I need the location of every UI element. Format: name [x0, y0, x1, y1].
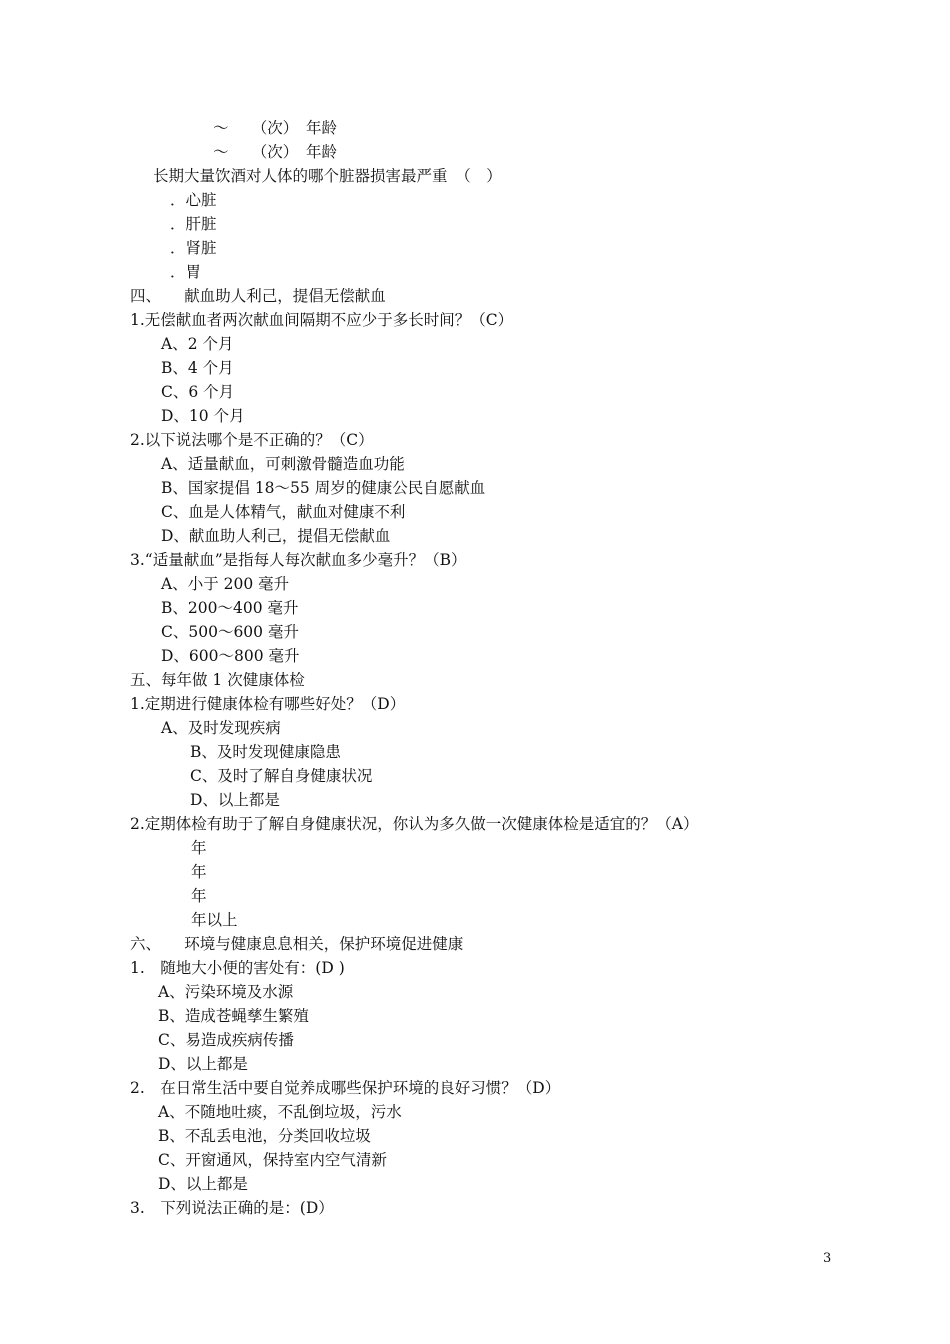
option-text: ．肝脏 — [170, 215, 217, 233]
option-text: B、200～400 毫升 — [161, 599, 299, 617]
option-text: A、2 个月 — [161, 335, 234, 353]
option-text: D、献血助人利己，提倡无偿献血 — [161, 527, 391, 545]
option-text: D、以上都是 — [158, 1175, 248, 1193]
question-text: 长期大量饮酒对人体的哪个脏器损害最严重 （ ） — [153, 167, 502, 185]
question-text: 3. 下列说法正确的是：(D） — [130, 1199, 334, 1217]
question-text: 1.无偿献血者两次献血间隔期不应少于多长时间？（C） — [130, 311, 514, 329]
option-text: ．肾脏 — [170, 239, 217, 257]
page-number: 3 — [823, 1251, 832, 1266]
option-text: B、4 个月 — [161, 359, 234, 377]
option-text: A、小于 200 毫升 — [161, 575, 290, 593]
option-text: 年以上 — [191, 911, 238, 929]
text-line: ～ （次） 年龄 — [213, 119, 338, 137]
option-text: A、及时发现疾病 — [161, 719, 281, 737]
option-text: B、造成苍蝇孳生繁殖 — [158, 1007, 309, 1025]
option-text: D、600～800 毫升 — [161, 647, 300, 665]
option-text: C、6 个月 — [161, 383, 235, 401]
section-heading: 五、每年做 1 次健康体检 — [130, 671, 305, 689]
question-text: 2.定期体检有助于了解自身健康状况，你认为多久做一次健康体检是适宜的？（A） — [130, 815, 699, 833]
option-text: D、以上都是 — [158, 1055, 248, 1073]
option-text: A、污染环境及水源 — [158, 983, 294, 1001]
question-text: 1. 随地大小便的害处有：(D ) — [130, 959, 345, 977]
option-text: C、开窗通风，保持室内空气清新 — [158, 1151, 387, 1169]
option-text: D、以上都是 — [190, 791, 280, 809]
option-text: C、500～600 毫升 — [161, 623, 299, 641]
option-text: ．心脏 — [170, 191, 217, 209]
option-text: B、及时发现健康隐患 — [190, 743, 341, 761]
option-text: 年 — [191, 839, 207, 857]
option-text: A、适量献血，可刺激骨髓造血功能 — [161, 455, 405, 473]
option-text: 年 — [191, 887, 207, 905]
option-text: C、及时了解自身健康状况 — [190, 767, 373, 785]
text-line: ～ （次） 年龄 — [213, 143, 338, 161]
option-text: 年 — [191, 863, 207, 881]
option-text: B、不乱丢电池，分类回收垃圾 — [158, 1127, 371, 1145]
option-text: ．胃 — [170, 263, 202, 281]
question-text: 1.定期进行健康体检有哪些好处？（D） — [130, 695, 406, 713]
question-text: 2.以下说法哪个是不正确的？（C） — [130, 431, 374, 449]
option-text: C、易造成疾病传播 — [158, 1031, 294, 1049]
option-text: D、10 个月 — [161, 407, 245, 425]
option-text: A、不随地吐痰，不乱倒垃圾，污水 — [158, 1103, 402, 1121]
section-heading: 四、 献血助人利己，提倡无偿献血 — [130, 287, 386, 305]
section-heading: 六、 环境与健康息息相关，保护环境促进健康 — [130, 935, 464, 953]
question-text: 3.“适量献血”是指每人每次献血多少毫升？（B） — [130, 551, 467, 569]
question-text: 2. 在日常生活中要自觉养成哪些保护环境的良好习惯？（D） — [130, 1079, 561, 1097]
option-text: B、国家提倡 18～55 周岁的健康公民自愿献血 — [161, 479, 486, 497]
option-text: C、血是人体精气，献血对健康不利 — [161, 503, 406, 521]
